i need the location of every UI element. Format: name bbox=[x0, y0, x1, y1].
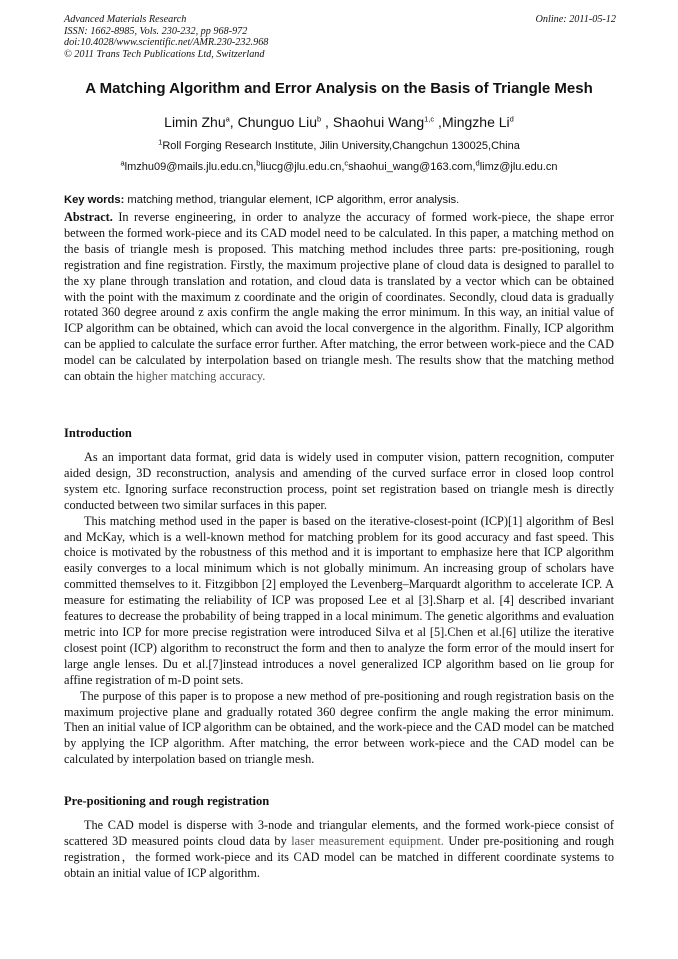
email-sup: c bbox=[344, 158, 349, 168]
abstract-tail: higher matching accuracy. bbox=[136, 369, 266, 384]
paragraph-muted-text: laser measurement equipment. bbox=[291, 833, 444, 848]
author-name: Chunguo Liu bbox=[237, 114, 317, 130]
section-heading-introduction: Introduction bbox=[64, 426, 132, 440]
email-sup: d bbox=[475, 158, 480, 168]
author-sup: d bbox=[509, 114, 514, 124]
author-emails bbox=[0, 158, 678, 173]
introduction-body bbox=[64, 450, 614, 768]
keywords bbox=[64, 194, 616, 206]
email-sup: b bbox=[256, 158, 261, 168]
author-sup: a bbox=[225, 114, 230, 124]
paragraph: The purpose of this paper is to propose a new method of pre-positioning and rough registration basis on the maximum projective plane and gradually rotated 360 degree confirm the angle making the error minimum. Then an initial value of ICP algorithm can be obtained, and the work-piece and the CAD model can be matched by applying the ICP algorithm. After matching, the error between work-piece and the CAD model can be calculated by interpolation based on triangle mesh. bbox=[64, 688, 614, 767]
paragraph: This matching method used in the paper is based on the iterative-closest-point (ICP)[1] algorithm of Besl and McKay, which is a well-known method for matching problem for its good accuracy and fast speed. This choice is motivated by the robustness of this method and it is important to emphasize here that ICP algorithm easily converges to a local minimum which is not globally minimum. An increasing group of scholars have committed themselves to it. Fitzgibbon [2] employed the Levenberg–Marquardt algorithm to accelerate ICP. A measure for estimating the reliability of ICP was proposed Lee et al [3].Sharp et al. [4] described invariant features to decrease the probability of being trapped in a local minimum. The genetic algorithms and evaluation metric into ICP for more precise registration were introduced Silva et al [5].Chen et al.[6] utilize the iterative closest point (ICP) algorithm to reconstruct the form and then to analyze the form error of the mould insert for large angle lenses. Du et al.[7]instead introduces a novel generalized ICP algorithm based on lie group for affine registration of m-D point sets. bbox=[64, 513, 614, 687]
affiliation-text: Roll Forging Research Institute, Jilin University,Changchun 130025,China bbox=[162, 140, 520, 152]
author-sep: , bbox=[229, 114, 238, 130]
author-sep: , bbox=[321, 114, 333, 130]
copyright-line: © 2011 Trans Tech Publications Ltd, Switzerland bbox=[64, 48, 265, 60]
author-list bbox=[0, 114, 678, 130]
keywords-label: Key words: bbox=[64, 194, 125, 206]
journal-name: Advanced Materials Research bbox=[64, 14, 187, 25]
journal-header bbox=[64, 14, 616, 60]
affiliation-sup: 1 bbox=[158, 137, 163, 147]
author-name: Limin Zhu bbox=[164, 114, 226, 130]
email-link[interactable]: shaohui_wang@163.com, bbox=[348, 161, 476, 173]
email-link[interactable]: liucg@jlu.edu.cn, bbox=[260, 161, 345, 173]
prepositioning-body bbox=[64, 818, 614, 882]
affiliation bbox=[0, 137, 678, 152]
author-name: Mingzhe Li bbox=[441, 114, 510, 130]
paragraph-text: Under pre-positioning and rough registration，the formed work-piece and its CAD model can be matched in different coordinate systems to obtain an initial value of ICP algorithm. bbox=[64, 833, 615, 880]
email-link[interactable]: limz@jlu.edu.cn bbox=[479, 161, 558, 173]
abstract-label: Abstract. bbox=[64, 210, 113, 224]
paragraph: As an important data format, grid data is widely used in computer vision, pattern recognition, computer aided design, 3D reconstruction, analysis and amending of the curved surface error in closed loop control system etc. Ignoring surface reconstruction process, point set registration based on triangle mesh is directly conducted between two similar surfaces in this paper. bbox=[64, 450, 614, 512]
author-sep: , bbox=[434, 114, 442, 130]
abstract bbox=[64, 210, 614, 385]
paper-title: A Matching Algorithm and Error Analysis on the Basis of Triangle Mesh bbox=[85, 80, 593, 97]
keywords-text: matching method, triangular element, ICP algorithm, error analysis. bbox=[127, 194, 460, 206]
email-link[interactable]: lmzhu09@mails.jlu.edu.cn, bbox=[124, 161, 257, 173]
abstract-text: In reverse engineering, in order to analyze the accuracy of formed work-piece, the shape error between the formed work-piece and its CAD model need to be calculated. In this paper, a matching method on the basis of triangle mesh is proposed. This matching method includes three parts: pre-positioning, rough registration and fine registration. Firstly, the maximum projective plane of cloud data is designed to parallel to the xy plane through translation and rotation, and cloud data is translated by a vector which can be obtained with the point with the maximum z coordinate and the origin of coordinates. Secondly, cloud data is gradually rotated 360 degree around z axis confirm the angle making the error minimum. In this way, an initial value of ICP algorithm can be obtained, which can avoid the local convergence in the algorithm. Finally, ICP algorithm can be applied to calculate the surface error further. After matching, the error between work-piece and the CAD model can be calculated by interpolation based on triangle mesh. The results show that the matching method can obtain the bbox=[64, 210, 614, 384]
doi-line: doi:10.4028/www.scientific.net/AMR.230-232.968 bbox=[64, 37, 269, 49]
author-sup: 1,c bbox=[424, 114, 435, 124]
journal-info bbox=[64, 14, 616, 60]
email-sup: a bbox=[120, 158, 125, 168]
section-heading-prepositioning: Pre-positioning and rough registration bbox=[64, 794, 270, 808]
paragraph-text: The CAD model is disperse with 3-node and triangular elements, and the formed work-piece consist of scattered 3D measured points cloud data by bbox=[64, 818, 614, 848]
issn-line: ISSN: 1662-8985, Vols. 230-232, pp 968-972 bbox=[64, 25, 248, 37]
author-name: Shaohui Wang bbox=[332, 114, 425, 130]
online-date: Online: 2011-05-12 bbox=[535, 14, 616, 25]
author-sup: b bbox=[316, 114, 322, 124]
paragraph bbox=[64, 818, 614, 882]
